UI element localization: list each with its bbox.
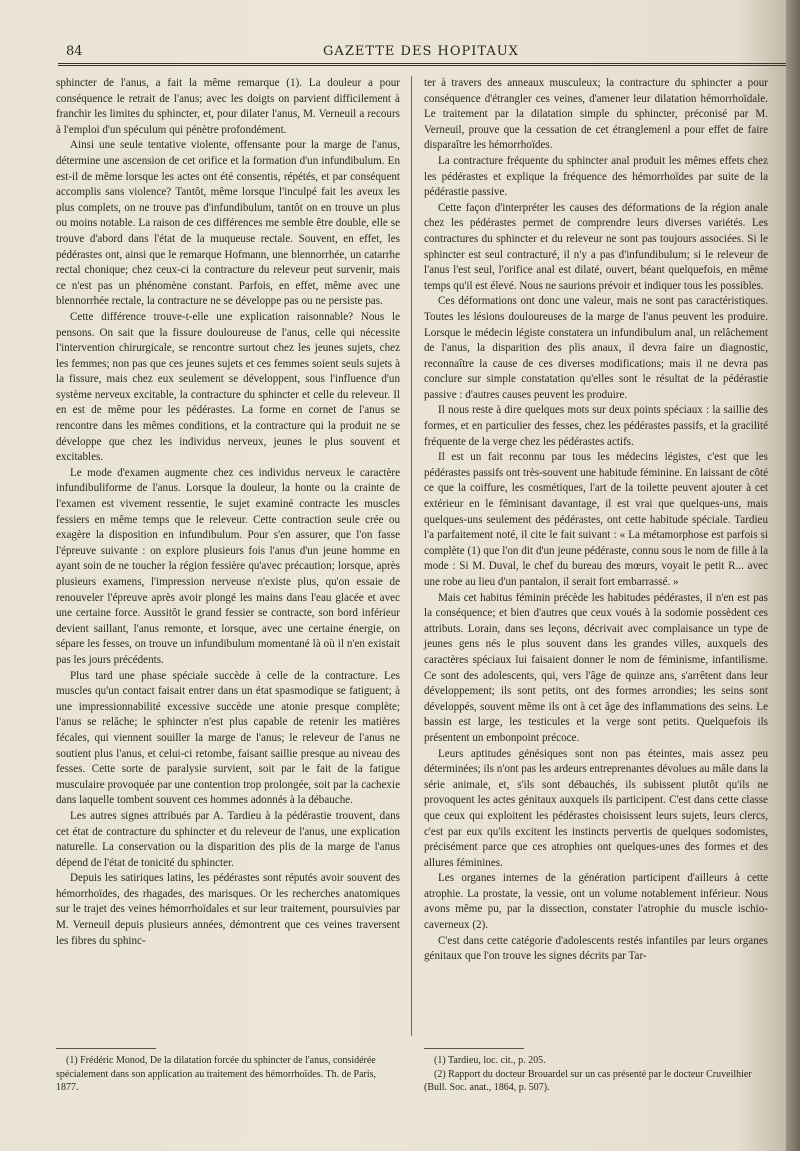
paragraph: Ces déformations ont donc une valeur, mais ne sont pas caractéristiques. Toutes les lésions douloureuses de la marge de l'anus peuvent les produire. Lorsque le médecin légiste constatera un infundibulum anal, un relâchement de l'anus, la disparition des plis anaux, il devra faire un diagnostic, reconnaître la cause de ces diverses modifications; mais il ne devra pas conclure sur simple constatation qu'elles sont le résultat de la pédérastie passive : d'autres causes peuvent les produire. bbox=[424, 295, 768, 401]
paragraph: Cette différence trouve-t-elle une explication raisonnable? Nous le pensons. On sait que la fissure douloureuse de l'anus, celle qui nécessite l'intervention chirurgicale, se rencontre surtout chez les jeunes sujets, chez les femmes; non pas que ces jeunes sujets et ces femmes soient seuls sujets à la fissure, mais chez eux seulement se développent, sous l'influence d'un système nerveux excitable, la contracture du sphincter et celle du releveur. Il en est de même pour les pédérastes. La forme en cornet de l'anus se rencontre dans les mêmes conditions, et la contracture qui la produit ne se développe que chez les individus nerveux, jeunes le plus souvent et excitables. bbox=[56, 310, 400, 464]
paragraph: ter à travers des anneaux musculeux; la contracture du sphincter a pour conséquence d'étrangler ces veines, d'amener leur dilatation hémorrhoïdale. Le traitement par la dilatation simple du sphincter, préconisé par M. Verneuil, prouve que la cessation de cet étranglemenl a pour effet de faire disparaître les hémorrhoïdes. bbox=[424, 77, 768, 152]
column-divider bbox=[411, 76, 412, 1036]
paragraph: Il est un fait reconnu par tous les médecins légistes, c'est que les pédérastes passifs ont très-souvent une habitude féminine. En laissant de côté ce que la coiffure, les cosmétiques, l'art de la toilette peuvent ajouter à cet extérieur en le féminisant davantage, il est vrai que quelques-uns, mais quelques-uns seulement des pédérastes, ont cette habitude spéciale. Tardieu l'a parfaitement noté, il cite le fait suivant : « La métamorphose est parfois si complète (1) que l'on dit d'un jeune pédéraste, connu sous le nom de fille à la mode : Si M. Duval, le chef du bureau des mœurs, voyait le petit R... avec une robe au lieu d'un pantalon, il serait fort embarrassé. » bbox=[424, 451, 768, 588]
footnote-rule-right bbox=[424, 1048, 524, 1049]
paragraph: La contracture fréquente du sphincter anal produit les mêmes effets chez les pédérastes et explique la fréquence des hémorrhoïdes par suite de la pédérastie passive. bbox=[424, 154, 768, 199]
footnotes-left bbox=[56, 1054, 400, 1095]
paragraph: Les autres signes attribués par A. Tardieu à la pédérastie trouvent, dans cet état de contracture du sphincter et du releveur de l'anus, une explication naturelle. La conservation ou la disparition des plis de la marge de l'anus dépend de l'état de tonicité du sphincter. bbox=[56, 809, 400, 869]
header-rule bbox=[58, 63, 786, 66]
paragraph: sphincter de l'anus, a fait la même remarque (1). La douleur a pour conséquence le retrait de l'anus; avec les doigts on parvient difficilement à franchir les limites du sphincter, et, pour dilater l'anus, M. Verneuil a recours à l'emploi d'un spéculum qui pénètre profondément. bbox=[56, 77, 400, 136]
footnote: (1) Tardieu, loc. cit., p. 205. bbox=[434, 1055, 546, 1066]
paragraph: Plus tard une phase spéciale succède à celle de la contracture. Les muscles qu'un contact faisait entrer dans un état spasmodique se fatiguent; à une impressionnabilité excessive succède une atonie presque complète; l'anus se relâche; le sphincter n'est plus capable de retenir les matières fécales, qui viennent souiller la marge de l'anus; le releveur de l'anus ne soutient plus l'anus, et celui-ci retombe, faisant saillie presque au niveau des fesses. Cette sorte de paralysie survient, soit par le fait de la fatigue musculaire provoquée par une contention trop prolongée, soit par la cachexie dans laquelle tombent souvent ces hommes adonnés à la débauche. bbox=[56, 669, 400, 807]
footnote: (1) Frédéric Monod, De la dilatation forcée du sphincter de l'anus, considérée spécialement dans son application au traitement des hémorrhoïdes. Th. de Paris, 1877. bbox=[56, 1055, 377, 1093]
paragraph: Il nous reste à dire quelques mots sur deux points spéciaux : la saillie des formes, et en particulier des fesses, chez les pédérastes passifs, et la gracilité fréquente de la verge chez les pédérastes actifs. bbox=[424, 404, 768, 448]
right-column bbox=[424, 76, 768, 965]
left-column bbox=[56, 76, 400, 949]
paragraph: Cette façon d'interpréter les causes des déformations de la région anale chez les pédérastes permet de comprendre leurs diverses variétés. Les contractures du sphincter et du releveur ne sont pas toujours associées. Si le sphincter est seul contracturé, il n'y a pas d'infundibulum; si le releveur de l'anus l'est seul, l'orifice anal est dilaté, ouvert, béant quelquefois, en même temps qu'il est élevé. Nous ne saurions prévoir et indiquer tous les possibles. bbox=[424, 201, 768, 292]
paragraph: Mais cet habitus féminin précède les habitudes pédérastes, il n'en est pas la conséquence; et bien d'autres que ceux voués à la sodomie possèdent ces attributs. Lorain, dans ses leçons, décrivait avec complaisance un type de jeunes gens nés le plus souvent dans les grandes villes, auxquels des caractères spéciaux lui faisaient donner le nom de féminisme, infantilisme. Ce sont des adolescents, qui, vers l'âge de quinze ans, s'arrêtent dans leur développement; ils sont petits, ont des formes arrondies; les seins sont développés, souvent même ils ont à cet âge des inflammations des seins. Le bassin est large, les testicules et la verge sont petits. Quelquefois ils présentent un embonpoint précoce. bbox=[424, 591, 768, 744]
footnote-rule-left bbox=[56, 1048, 156, 1049]
paragraph: Ainsi une seule tentative violente, offensante pour la marge de l'anus, détermine une ascension de cet orifice et la formation d'un infundibulum. En est-il de même lorsque les actes ont été consentis, répétés, et par conséquent accomplis sans violence? Tantôt, même lorsque l'inculpé fait les aveux les plus complets, on ne trouve pas d'infundibulum, tantôt on en trouve un plus ou moins notable. La raison de ces différences me semble être double, elle se trouve d'abord dans l'état de la muqueuse rectale. Souvent, en effet, les pédérastes ont, ainsi que le remarque Hofmann, une blennorrhée, un catarrhe rectal chonique; chez ceux-ci la contracture du releveur peut survenir, mais ce n'est pas un phénomène constant. Parfois, en effet, même avec une blennorrhée rectale, la contracture ne se développe pas ou ne persiste pas. bbox=[56, 139, 400, 308]
paragraph: Les organes internes de la génération participent d'ailleurs à cette atrophie. La prostate, la vessie, ont un volume notablement inférieur. Nous avons même pu, par la dissection, constater l'atrophie du muscle ischio-caverneux (2). bbox=[424, 872, 768, 932]
paragraph: Leurs aptitudes génésiques sont non pas éteintes, mais assez peu déterminées; ils n'ont pas les ardeurs entreprenantes dévolues au mâle dans la série animale, et, s'ils sont débauchés, ils subissent plutôt qu'ils ne provoquent les actes génitaux auxquels ils participent. C'est dans cette classe que ceux qui exploitent les pédérastes choisissent leurs sujets, leurs clercs, c'est par eux qu'ils excitent les instincts pervertis de quelques sodomistes, précisément parce que ces atrophies ont quelques-unes des formes et des allures féminines. bbox=[424, 747, 768, 869]
page-edge bbox=[786, 0, 800, 1151]
page-header bbox=[58, 42, 784, 62]
running-title: GAZETTE DES HOPITAUX bbox=[323, 44, 519, 59]
footnotes-right bbox=[424, 1054, 768, 1095]
paragraph: C'est dans cette catégorie d'adolescents restés infantiles par leurs organes génitaux que l'on trouve les signes décrits par Tar- bbox=[424, 934, 768, 963]
page-number: 84 bbox=[66, 44, 83, 59]
footnote: (2) Rapport du docteur Brouardel sur un cas présenté par le docteur Cruveilhier (Bull. Soc. anat., 1864, p. 507). bbox=[424, 1068, 752, 1093]
paragraph: Le mode d'examen augmente chez ces individus nerveux le caractère infundibuliforme de l'anus. Lorsque la douleur, la honte ou la crainte de l'examen est vivement ressentie, le sujet examiné contracte les muscles fessiers en même temps que le releveur. Cette contraction seule crée ou exagère la disposition en infundibulum. Pour s'en assurer, que l'on fasse l'épreuve suivante : on explore plusieurs fois l'anus d'un jeune homme en ayant soin de ne toucher la région fessière qu'avec précaution; lorsque, après plusieurs examens, l'impression nerveuse n'existe plus, qu'on essaie de renouveler l'épreuve après avoir plongé les mains dans l'eau glacée et avec une certaine force. Aussitôt le grand fessier se contracte, son bord inférieur devient saillant, l'anus remonte, et lorsque, avec une certaine énergie, on sépare les fesses, on trouve un infundibulum momentané là où il n'en existait pas les jours précédents. bbox=[56, 466, 400, 666]
paragraph: Depuis les satiriques latins, les pédérastes sont réputés avoir souvent des hémorrhoïdes, des rhagades, des marisques. Or les recherches anatomiques sur le trajet des veines hémorrhoïdales et sur leur traitement, poursuivies par M. Verneuil depuis plusieurs années, démontrent que ces veines traversent les fibres du sphinc- bbox=[56, 872, 400, 947]
